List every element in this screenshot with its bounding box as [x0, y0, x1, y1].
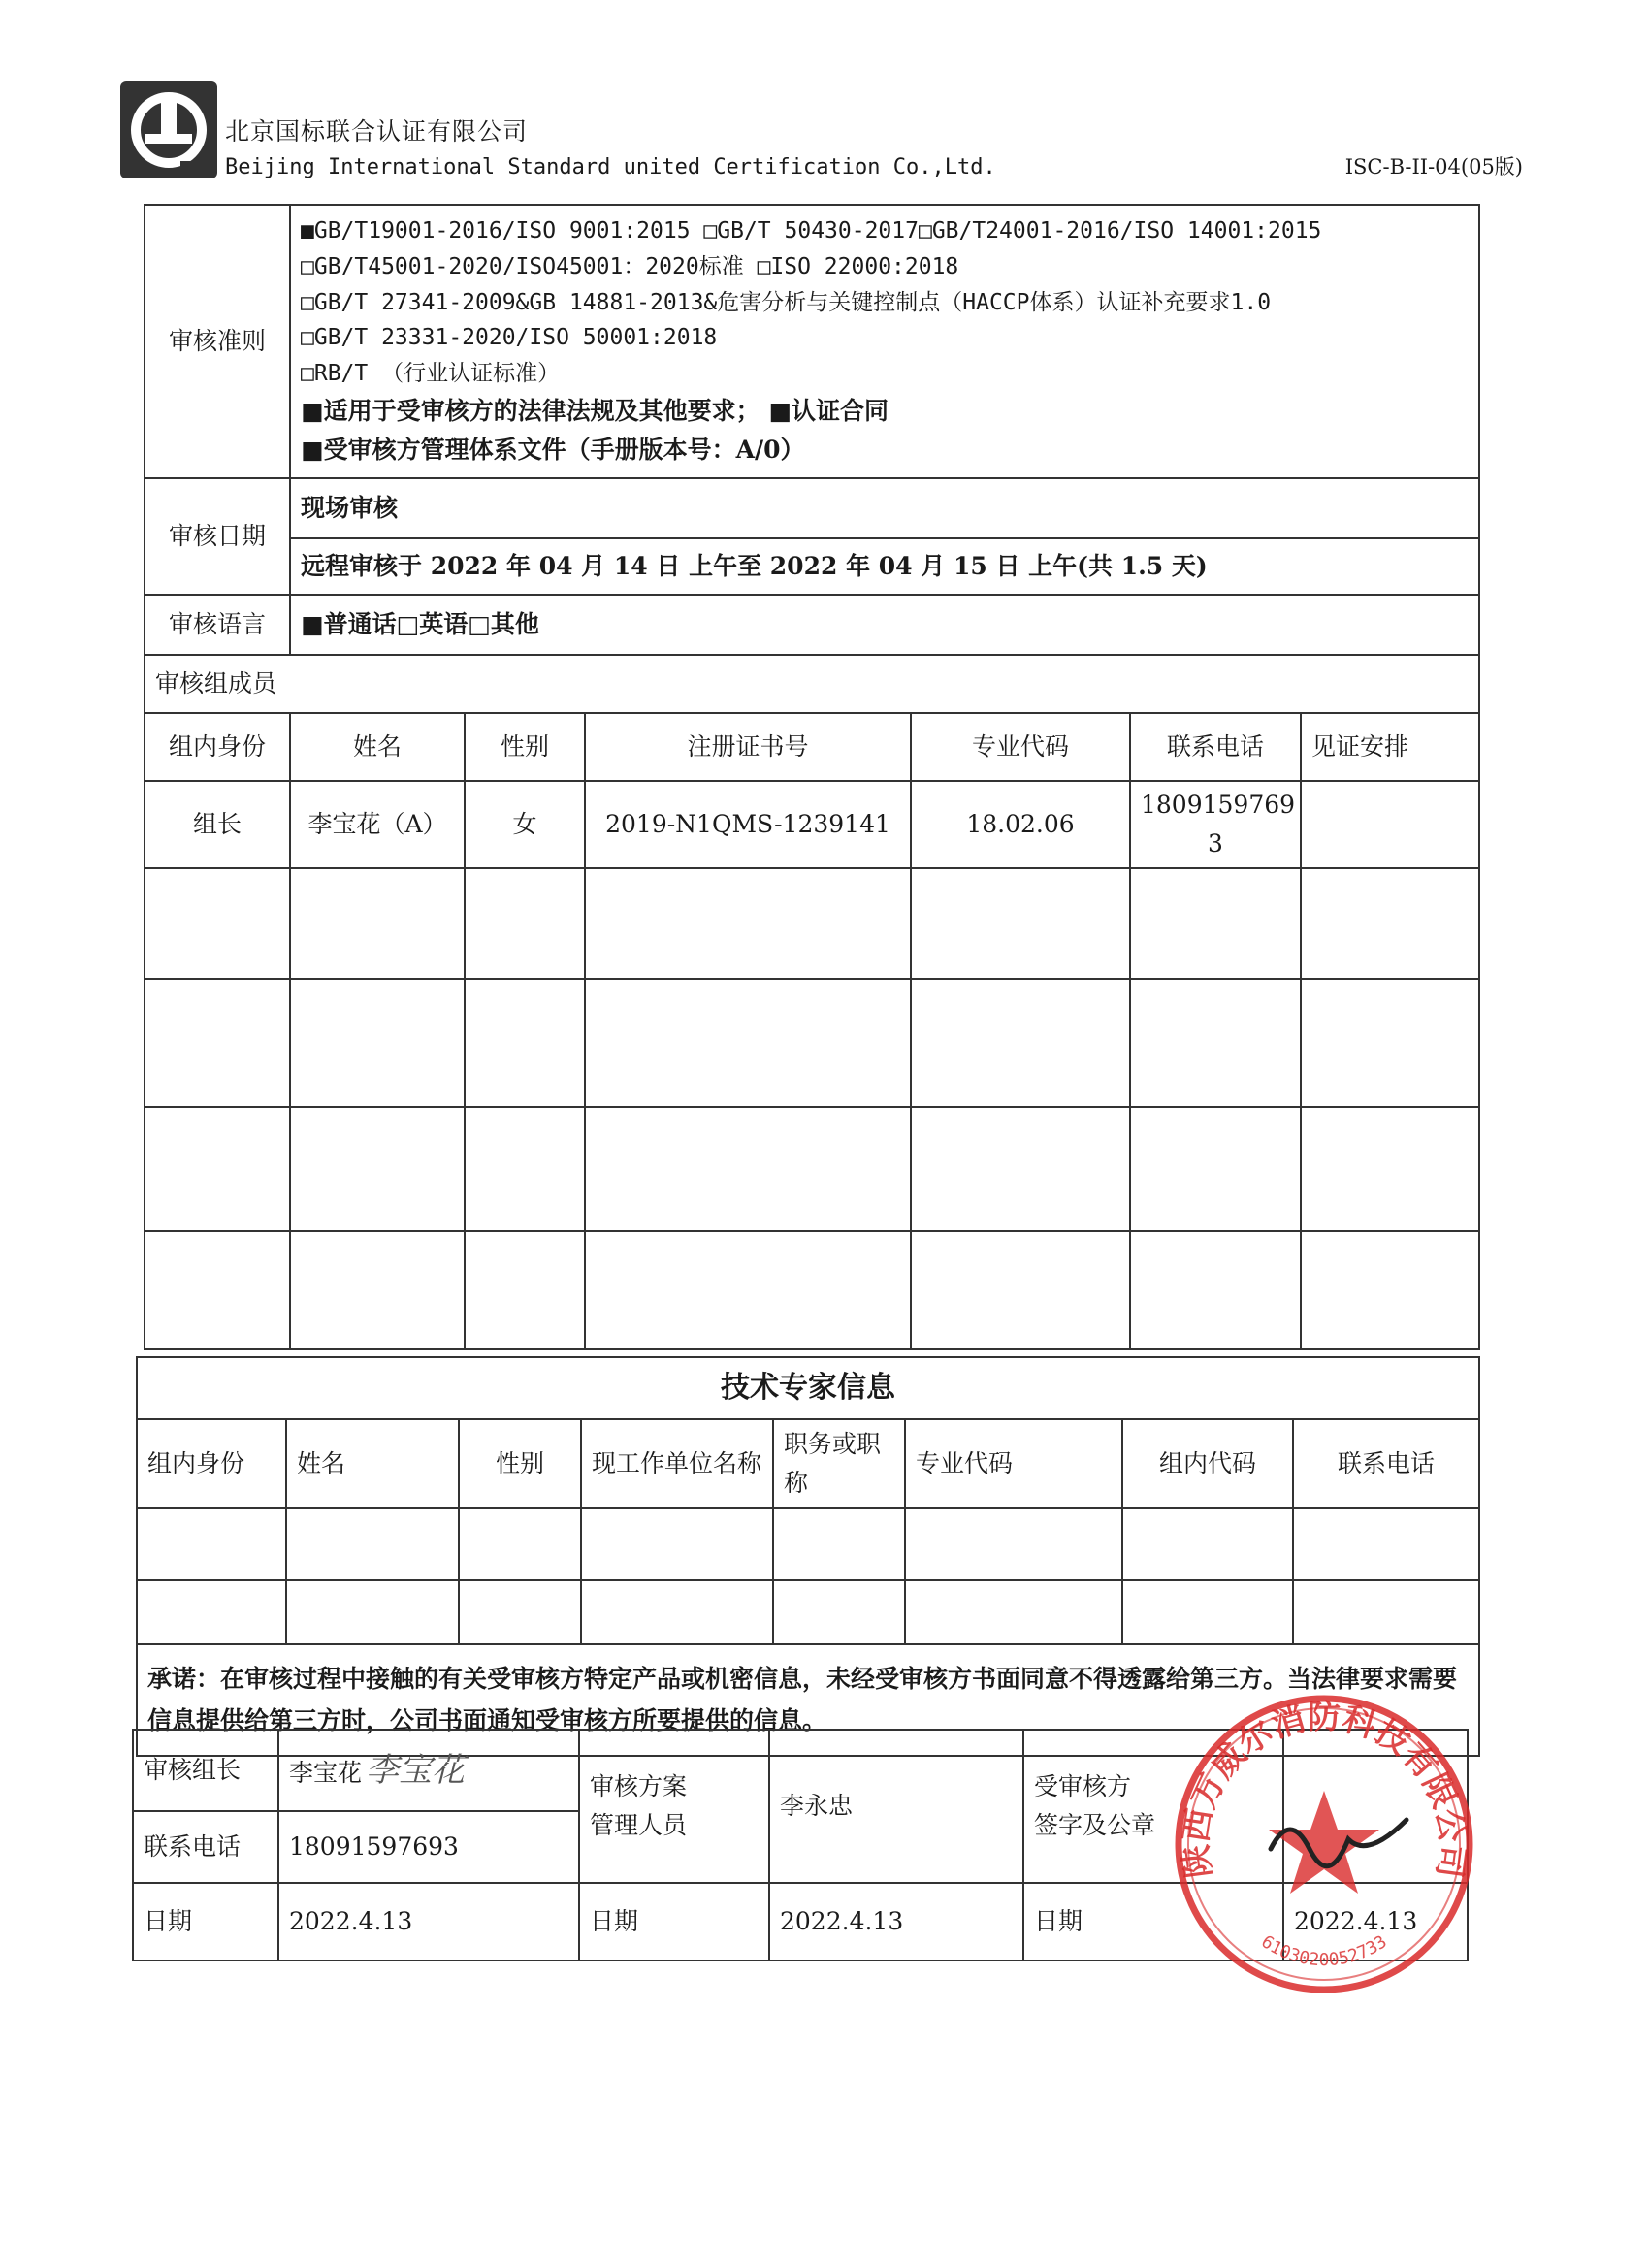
team-header-row: [145, 713, 1479, 781]
table-row-empty: [145, 1231, 1479, 1349]
leader-signature: 李宝花: [366, 1750, 466, 1790]
table-row: [145, 781, 1479, 868]
team-col-witness: 见证安排: [1301, 713, 1479, 781]
expert-col-employer: 现工作单位名称: [581, 1419, 773, 1508]
member-role: 组长: [145, 781, 290, 868]
auditee-label-line: 签字及公章: [1034, 1811, 1156, 1839]
member-witness: [1301, 781, 1479, 868]
audit-language-value: ■普通话□英语□其他: [290, 595, 1479, 655]
member-cert: 2019-N1QMS-1239141: [585, 781, 911, 868]
audit-language-label: 审核语言: [145, 595, 290, 655]
team-label-row: [145, 655, 1479, 713]
manager-date: 2022.4.13: [769, 1883, 1023, 1960]
criteria-label: 审核准则: [145, 205, 290, 478]
document-header: [116, 78, 1533, 194]
member-phone-line: 1809159769: [1141, 791, 1296, 819]
criteria-line: ■受审核方管理体系文件（手册版本号：A/0）: [301, 435, 805, 464]
team-col-cert: 注册证书号: [585, 713, 911, 781]
criteria-row: [145, 205, 1479, 478]
manager-name: 李永忠: [769, 1730, 1023, 1883]
expert-col-title: 职务或职称: [773, 1419, 905, 1508]
expert-col-code: 专业代码: [905, 1419, 1122, 1508]
team-col-name: 姓名: [290, 713, 465, 781]
company-seal-icon: [1164, 1684, 1484, 2004]
team-col-gender: 性别: [465, 713, 585, 781]
manager-label: [579, 1730, 769, 1883]
manager-label-line: 审核方案: [590, 1772, 688, 1800]
expert-col-group-code: 组内代码: [1122, 1419, 1293, 1508]
leader-phone: 18091597693: [278, 1811, 579, 1883]
experts-header-row: [137, 1419, 1479, 1508]
company-name-cn: 北京国标联合认证有限公司: [225, 117, 529, 146]
expert-col-gender: 性别: [459, 1419, 581, 1508]
phone-label: 联系电话: [133, 1811, 278, 1883]
manager-label-line: 管理人员: [590, 1811, 688, 1839]
team-label: 审核组成员: [145, 655, 1479, 713]
criteria-line: ■GB/T19001-2016/ISO 9001:2015 □GB/T 50430-2017□GB/T24001-2016/ISO 14001:2015: [301, 218, 1322, 243]
company-logo-icon: [116, 78, 221, 182]
criteria-line: □GB/T45001-2020/ISO45001：2020标准 □ISO 22000:2018: [301, 253, 959, 279]
remote-audit: 远程审核于 2022 年 04 月 14 日 上午至 2022 年 04 月 15 日 上午(共 1.5 天): [290, 538, 1479, 595]
leader-date: 2022.4.13: [278, 1883, 579, 1960]
team-col-role: 组内身份: [145, 713, 290, 781]
onsite-row: [145, 478, 1479, 538]
member-phone-line: 3: [1208, 829, 1223, 858]
table-row-empty: [137, 1580, 1479, 1644]
company-name-en: Beijing International Standard united Certification Co.,Ltd.: [225, 155, 996, 179]
remote-row: [145, 538, 1479, 595]
member-gender: 女: [465, 781, 585, 868]
auditee-date: 2022.4.13: [1283, 1883, 1468, 1960]
member-code: 18.02.06: [911, 781, 1130, 868]
auditee-label-line: 受审核方: [1034, 1772, 1132, 1800]
audit-date-label: 审核日期: [145, 478, 290, 595]
criteria-line: ■适用于受审核方的法律法规及其他要求； ■认证合同: [301, 396, 889, 425]
language-row: [145, 595, 1479, 655]
table-row-empty: [145, 1107, 1479, 1231]
promise-text: 承诺：在审核过程中接触的有关受审核方特定产品或机密信息，未经受审核方书面同意不得透露给第三方。当法律要求需要信息提供给第三方时，公司书面通知受审核方所要提供的信息。: [137, 1644, 1479, 1756]
seal-number: 6103020052733: [1257, 1931, 1391, 1971]
criteria-content: [290, 205, 1479, 478]
expert-col-role: 组内身份: [137, 1419, 286, 1508]
criteria-line: □GB/T 27341-2009&GB 14881-2013&危害分析与关键控制点（HACCP体系）认证补充要求1.0: [301, 289, 1272, 315]
audit-plan-table: [144, 204, 1480, 1350]
experts-title: 技术专家信息: [137, 1357, 1479, 1419]
table-row-empty: [137, 1508, 1479, 1580]
leader-label: 审核组长: [133, 1730, 278, 1811]
criteria-line: □RB/T （行业认证标准）: [301, 361, 561, 387]
member-phone: [1130, 781, 1301, 868]
date-label-2: 日期: [579, 1883, 769, 1960]
experts-title-row: [137, 1357, 1479, 1419]
form-code: ISC-B-II-04(05版): [1344, 155, 1523, 178]
team-col-code: 专业代码: [911, 713, 1130, 781]
leader-name: 李宝花: [289, 1758, 363, 1787]
seal-org-text: 陕西万威尔消防科技有限公司: [1177, 1698, 1471, 1881]
member-name: 李宝花（A）: [290, 781, 465, 868]
expert-col-name: 姓名: [286, 1419, 459, 1508]
date-label-1: 日期: [133, 1883, 278, 1960]
table-row-empty: [145, 979, 1479, 1107]
svg-text:6103020052733: [1257, 1931, 1390, 1970]
team-col-phone: 联系电话: [1130, 713, 1301, 781]
criteria-line: □GB/T 23331-2020/ISO 50001:2018: [301, 325, 718, 351]
table-row-empty: [145, 868, 1479, 979]
expert-col-phone: 联系电话: [1293, 1419, 1479, 1508]
leader-name-cell: [278, 1730, 579, 1811]
date-label-3: 日期: [1023, 1883, 1283, 1960]
onsite-audit: 现场审核: [290, 478, 1479, 538]
